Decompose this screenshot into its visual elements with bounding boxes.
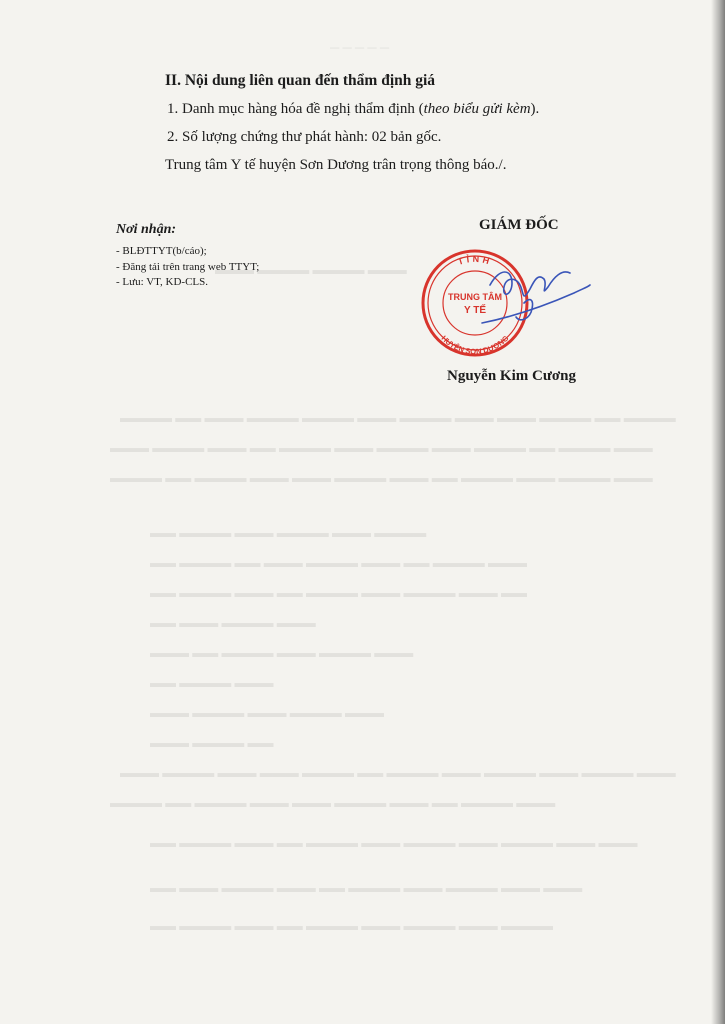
bleed-through-text: ▬▬ ▬▬▬▬ ▬▬▬ (150, 675, 274, 690)
svg-text:HUYỆN SƠN DƯƠNG (440, 334, 511, 356)
signatory-title: GIÁM ĐỐC (479, 217, 559, 233)
closing-statement: Trung tâm Y tế huyện Sơn Dương trân trọng thông báo./. (165, 157, 507, 173)
recipient-item: - BLĐTTYT(b/cáo); (116, 245, 207, 257)
bleed-through-text: ▬▬ ▬▬▬ ▬▬▬▬ ▬▬▬ (150, 615, 316, 630)
bleed-through-text: ▬▬▬ ▬▬ ▬▬▬▬ ▬▬▬ ▬▬▬▬ ▬▬▬ (150, 645, 414, 660)
bleed-through-text: ▬▬▬▬ ▬▬ ▬▬▬▬ ▬▬▬ ▬▬▬ ▬▬▬▬ ▬▬▬ ▬▬ ▬▬▬▬ ▬▬▬ (110, 795, 556, 810)
recipient-item: - Lưu: VT, KD-CLS. (116, 276, 209, 288)
bleed-through-text: ▬▬▬ ▬▬▬▬ ▬▬▬▬ ▬▬▬ (215, 262, 407, 277)
stamp-center-line1: TRUNG TÂM (448, 292, 502, 302)
recipients-list (116, 244, 259, 291)
bleed-through-text: ▬▬ ▬▬▬ ▬▬▬▬ ▬▬▬ ▬▬ ▬▬▬▬ ▬▬▬ ▬▬▬▬ ▬▬▬ ▬▬▬ (150, 880, 583, 895)
section-heading: II. Nội dung liên quan đến thẩm định giá (165, 72, 436, 89)
bleed-through-text: ─ ─ ─ ─ ─ (330, 40, 390, 55)
bleed-through-text: ▬▬ ▬▬▬▬ ▬▬▬ ▬▬ ▬▬▬▬ ▬▬▬ ▬▬▬▬ ▬▬▬ ▬▬▬▬ (150, 918, 553, 933)
bleed-through-text: ▬▬▬ ▬▬▬▬ ▬▬ (150, 735, 274, 750)
item-certificate-count: 2. Số lượng chứng thư phát hành: 02 bản gốc. (167, 129, 442, 145)
official-stamp (412, 243, 592, 363)
item-goods-list-note: theo biểu gửi kèm (423, 101, 531, 117)
svg-text:TỈNH (457, 253, 494, 267)
bleed-through-text: ▬▬ ▬▬▬▬ ▬▬ ▬▬▬ ▬▬▬▬ ▬▬▬ ▬▬ ▬▬▬▬ ▬▬▬ (150, 555, 527, 570)
recipient-item: - Đăng tải trên trang web TTYT; (116, 260, 260, 273)
recipients-title: Nơi nhận: (116, 222, 177, 237)
item-goods-list-text: 1. Danh mục hàng hóa đề nghị thẩm định ( (167, 101, 424, 117)
bleed-through-text: ▬▬ ▬▬▬▬ ▬▬▬ ▬▬▬▬ ▬▬▬ ▬▬▬▬ (150, 525, 427, 540)
item-goods-list (167, 101, 539, 118)
signatory-name: Nguyễn Kim Cương (447, 368, 576, 384)
scan-edge-shadow (711, 0, 725, 1024)
bleed-through-text: ▬▬▬▬ ▬▬ ▬▬▬▬ ▬▬▬ ▬▬▬ ▬▬▬▬ ▬▬▬ ▬▬ ▬▬▬▬ ▬▬▬ ▬▬▬▬ ▬▬▬ (110, 470, 653, 485)
bleed-through-text: ▬▬▬ ▬▬▬▬ ▬▬▬ ▬▬ ▬▬▬▬ ▬▬▬ ▬▬▬▬ ▬▬▬ ▬▬▬▬ ▬▬ ▬▬▬▬ ▬▬▬ (110, 440, 653, 455)
stamp-center-line2: Y TẾ (463, 305, 487, 316)
bleed-through-text: ▬▬▬ ▬▬▬▬ ▬▬▬ ▬▬▬ ▬▬▬▬ ▬▬ ▬▬▬▬ ▬▬▬ ▬▬▬▬ ▬▬▬ ▬▬▬▬ ▬▬▬ (120, 765, 676, 780)
bleed-through-text: ▬▬▬ ▬▬▬▬ ▬▬▬ ▬▬▬▬ ▬▬▬ (150, 705, 384, 720)
bleed-through-text: ▬▬ ▬▬▬▬ ▬▬▬ ▬▬ ▬▬▬▬ ▬▬▬ ▬▬▬▬ ▬▬▬ ▬▬ (150, 585, 527, 600)
bleed-through-text: ▬▬ ▬▬▬▬ ▬▬▬ ▬▬ ▬▬▬▬ ▬▬▬ ▬▬▬▬ ▬▬▬ ▬▬▬▬ ▬▬▬ ▬▬▬ (150, 835, 638, 850)
item-goods-list-end: ). (530, 101, 540, 117)
bleed-through-text: ▬▬▬▬ ▬▬ ▬▬▬ ▬▬▬▬ ▬▬▬▬ ▬▬▬ ▬▬▬▬ ▬▬▬ ▬▬▬ ▬▬▬▬ ▬▬ ▬▬▬▬ (120, 410, 676, 425)
stamp-top-text: TỈNH (456, 253, 494, 267)
stamp-bottom-text: HUYỆN SƠN DƯƠNG (439, 333, 511, 357)
